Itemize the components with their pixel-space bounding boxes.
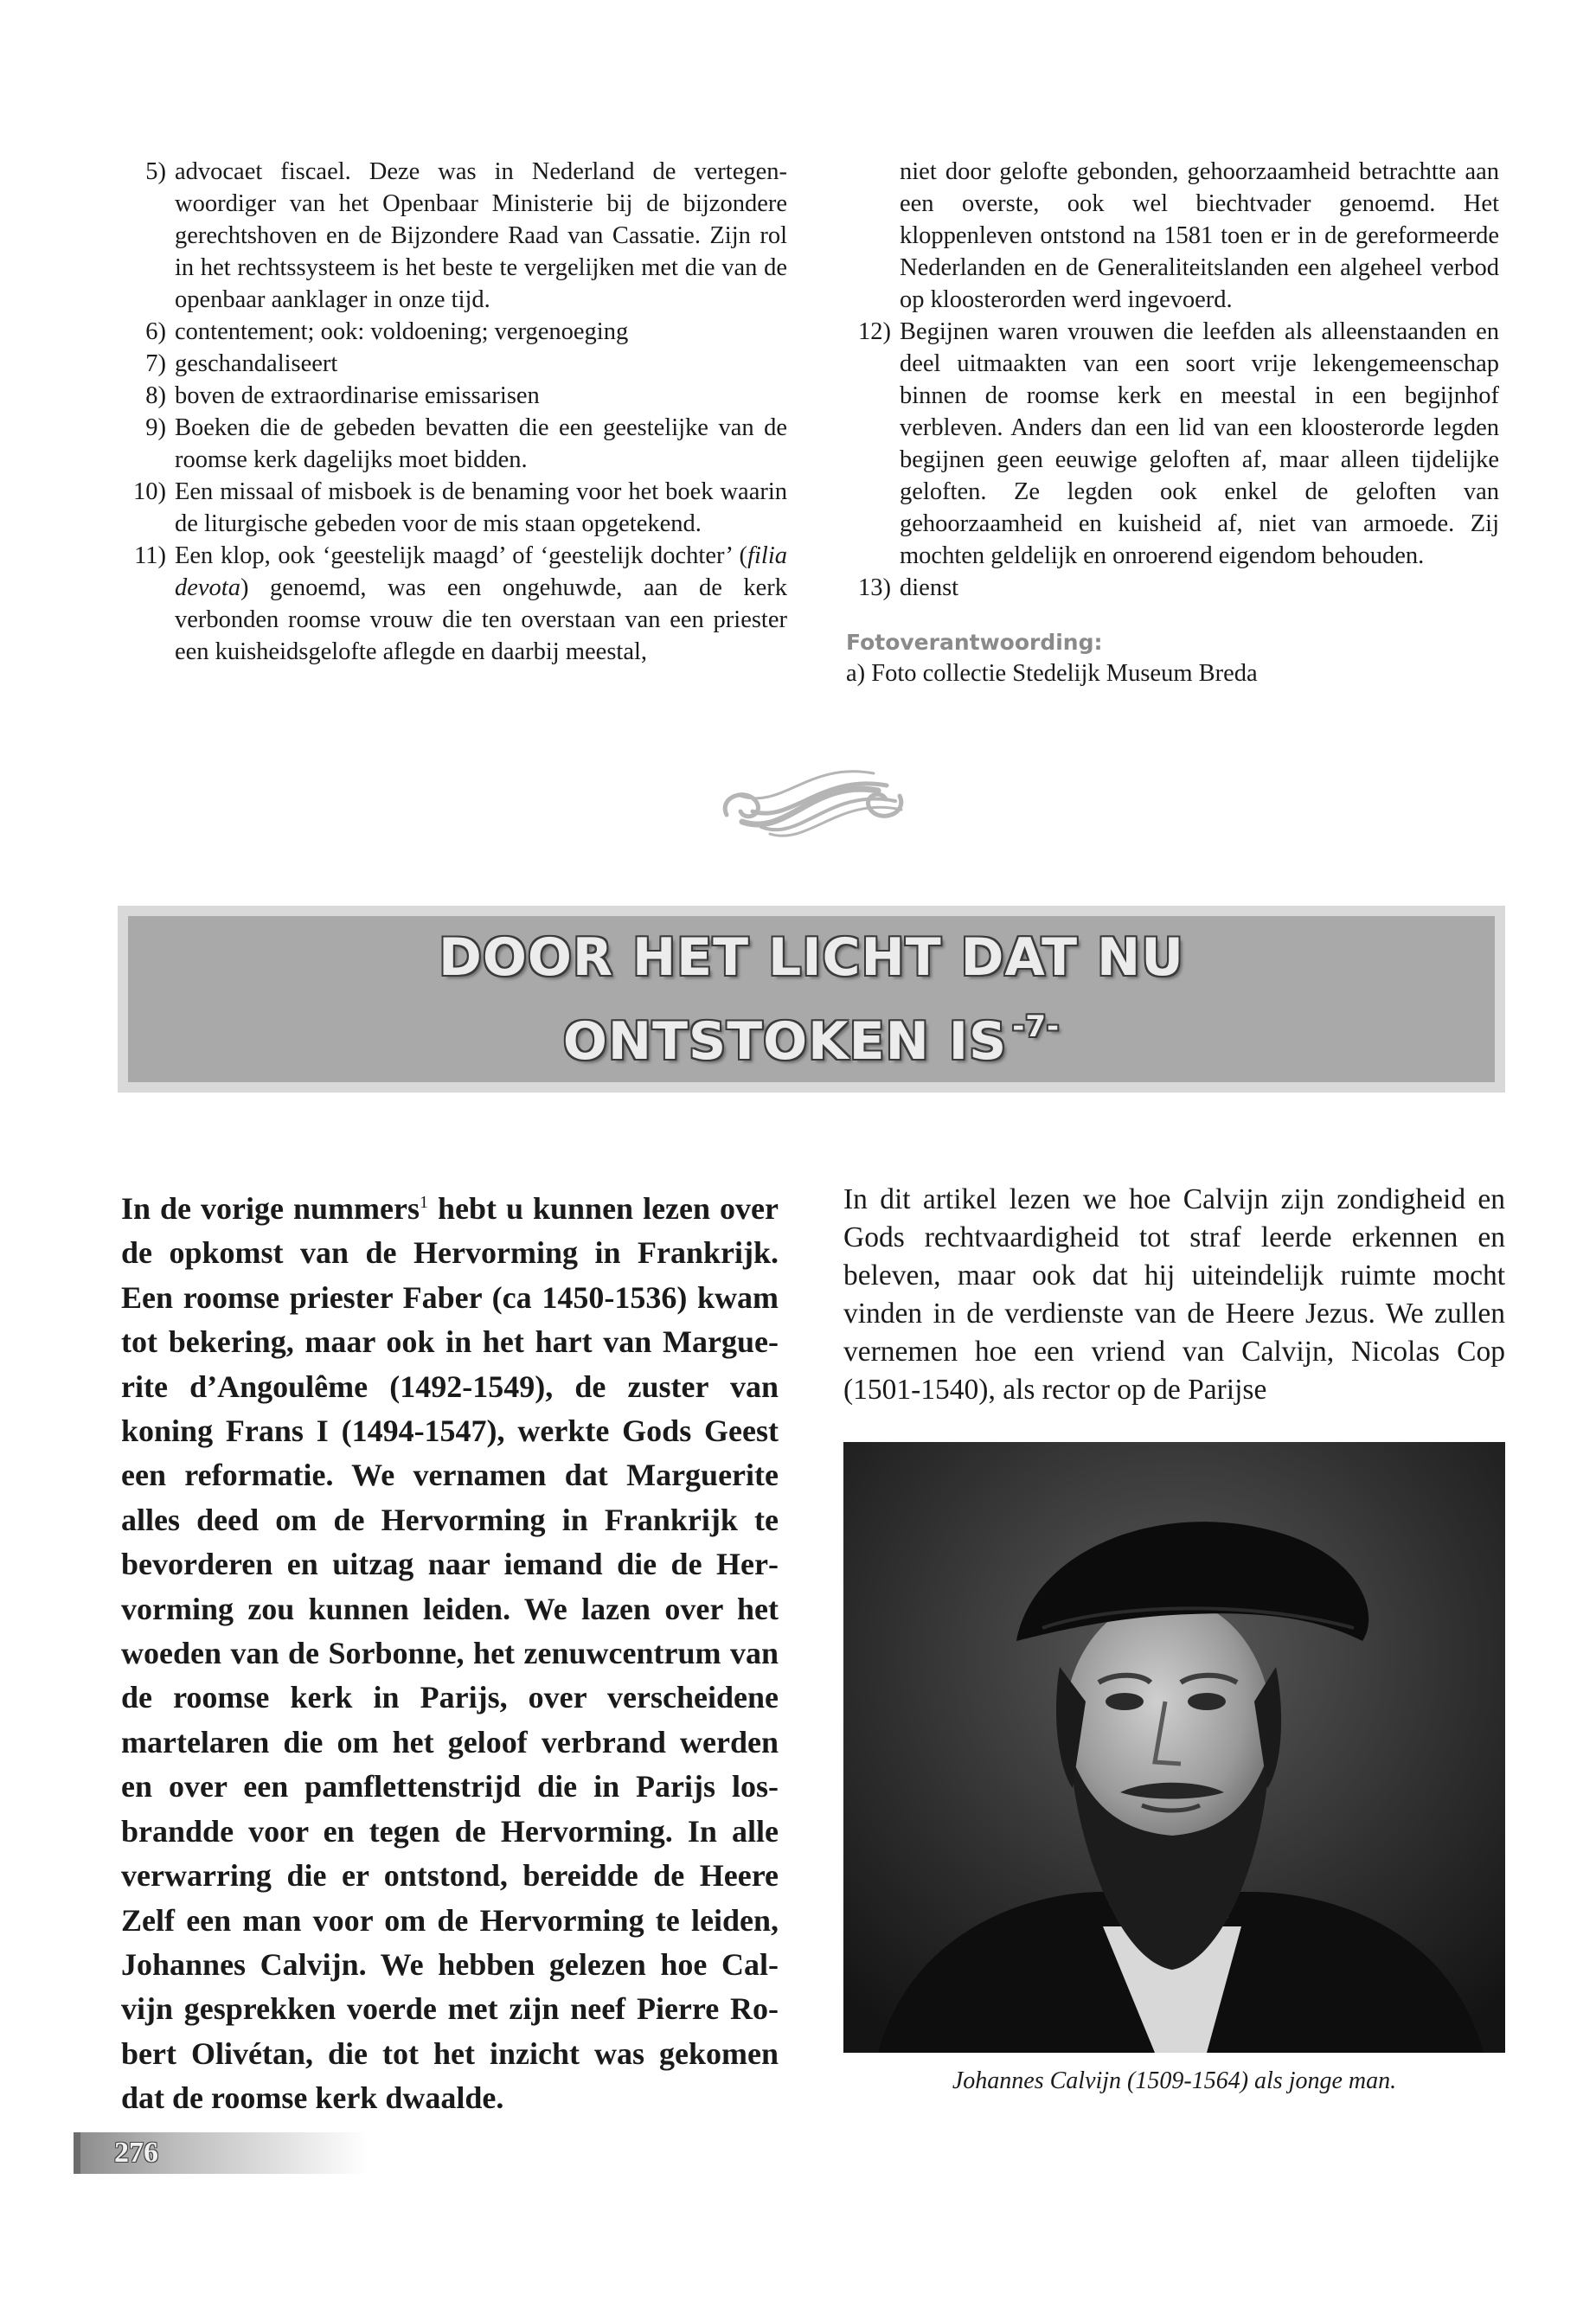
footnote-text: geschandaliseert [175,350,338,377]
footnote-7 [121,348,787,380]
footnote-text: contentement; ook: voldoening; vergenoeging [175,318,629,345]
title-banner [118,906,1505,1093]
intro-text-part: hebt u kunnen lezen over de opkomst van de Hervorming in Frankrijk. Een roomse priester Faber (ca 1450-1536) kwam tot bekering, maar ook in het hart van Marguerite d’Angoulême (1492-1549), de zuster van koning Frans I (1494-1547), werkte Gods Geest een reformatie. We vernamen dat Marguerite alles deed om de Hervorming in Frankrijk te bevorderen en uitzag naar iemand die de Hervorming zou kunnen leiden. We lazen over het woeden van de Sorbonne, het zenuwcentrum van de roomse kerk in Parijs, over verscheidene martelaren die om het geloof verbrand werden en over een pamflettenstrijd die in Parijs losbrandde voor en tegen de Hervorming. In alle verwarring die er ontstond, bereidde de Heere Zelf een man voor om de Hervorming te leiden, Johannes Calvijn. We hebben gelezen hoe Calvijn gesprekken voerde met zijn neef Pierre Robert Olivétan, die tot het inzicht was gekomen dat de roomse kerk dwaalde. [121,1191,779,2116]
footnote-text: advocaet fiscael. Deze was in Nederland de vertegenwoordiger van het Openbaar Ministerie bij de bijzondere gerechtshoven en de Bijzondere Raad van Cassatie. Zijn rol in het rechtssysteem is het beste te vergelijken met die van de openbaar aanklager in onze tijd. [175,158,787,313]
footnote-number: 5) [145,158,166,185]
footnote-12 [846,316,1499,572]
title-banner-inner [128,916,1495,1082]
footnote-10 [121,476,787,540]
footnote-reference: 1 [419,1193,428,1212]
photo-credit-text: a) Foto collectie Stedelijk Museum Breda [846,660,1258,687]
footnote-11-continued: niet door gelofte gebonden, gehoorzaamheid betrachtte aan een overste, ook wel biechtvader genoemd. Het kloppenleven ontstond na 1581 toen er in de gereformeerde Nederlanden en de Generaliteitslanden een algeheel verbod op kloosterorden werd ingevoerd. [900,158,1499,313]
footnote-number: 9) [145,414,166,441]
photo-credit-heading: Fotoverantwoording: [846,630,1103,655]
body-paragraph: In dit artikel lezen we hoe Calvijn zijn zondigheid en Gods rechtvaardigheid tot straf leerde erkennen en beleven, maar ook dat hij uiteindelijk ruimte mocht vinden in de verdienste van de Heere Jezus. We zullen vernemen hoe een vriend van Calvijn, Nicolas Cop (1501-1540), als rector op de Parijse [843,1183,1505,1406]
footnote-5 [121,156,787,316]
page-number: 276 [114,2137,158,2169]
footnote-text: boven de extraordinarise emissarisen [175,382,540,409]
footnote-number: 8) [145,382,166,409]
footnote-9 [121,412,787,476]
footnotes-left-column [121,156,787,668]
footnote-text: Een missaal of misboek is de benaming voor het boek waarin de liturgische gebeden voor de mis staan opgetekend. [175,478,787,537]
intro-paragraph [121,1181,779,2121]
photo-caption: Johannes Calvijn (1509-1564) als jonge man. [952,2067,1397,2094]
footnote-number: 11) [134,542,166,569]
footnote-number: 13) [858,574,891,601]
article-part-number: -7- [1012,1009,1061,1044]
footnote-number: 10) [133,478,166,505]
footnote-text-part: Een klop, ook ‘geestelijk maagd’ of ‘geestelijk dochter’ ( [175,542,748,569]
footnote-8 [121,380,787,412]
footnote-text-part: ) genoemd, was een ongehuwde, aan de kerk verbonden roomse vrouw die ten overstaan van een priester een kuisheidsgelofte aflegde en daarbij meestal, [175,574,787,665]
page-number-edge [74,2132,80,2174]
footnote-13 [846,572,1499,604]
footnote-number: 12) [858,318,891,345]
footnote-text: dienst [900,574,959,601]
flourish-ornament-icon [701,761,926,848]
footnote-text [175,540,787,668]
article-title-text: ONTSTOKEN IS [562,1010,1008,1072]
intro-text-part: In de vorige nummers [121,1191,420,1226]
footnote-italic-term: filia devota [175,542,787,601]
portrait-photo [843,1442,1505,2053]
article-title-line-1: DOOR HET LICHT DAT NU [439,926,1184,988]
footnote-6 [121,316,787,348]
article-title-line-2 [563,992,1060,1076]
footnote-number: 6) [145,318,166,345]
footnotes-right-column [846,156,1499,689]
footnote-text: Begijnen waren vrouwen die leefden als alleenstaanden en deel uitmaakten van een soort vrije lekengemeenschap binnen de roomse kerk en meestal in een begijnhof verbleven. Anders dan een lid van een kloosterorde legden begijnen geen eeuwige geloften af, maar alleen tijdelijke geloften. Ze legden ook enkel de geloften van gehoorzaamheid en kuisheid af, niet van armoede. Zij mochten geldelijk en onroerend eigendom behouden. [900,318,1499,569]
footnote-text: Boeken die de gebeden bevatten die een geestelijke van de roomse kerk dagelijks moet bidden. [175,414,787,473]
footnote-11 [121,540,787,668]
footnote-number: 7) [145,350,166,377]
